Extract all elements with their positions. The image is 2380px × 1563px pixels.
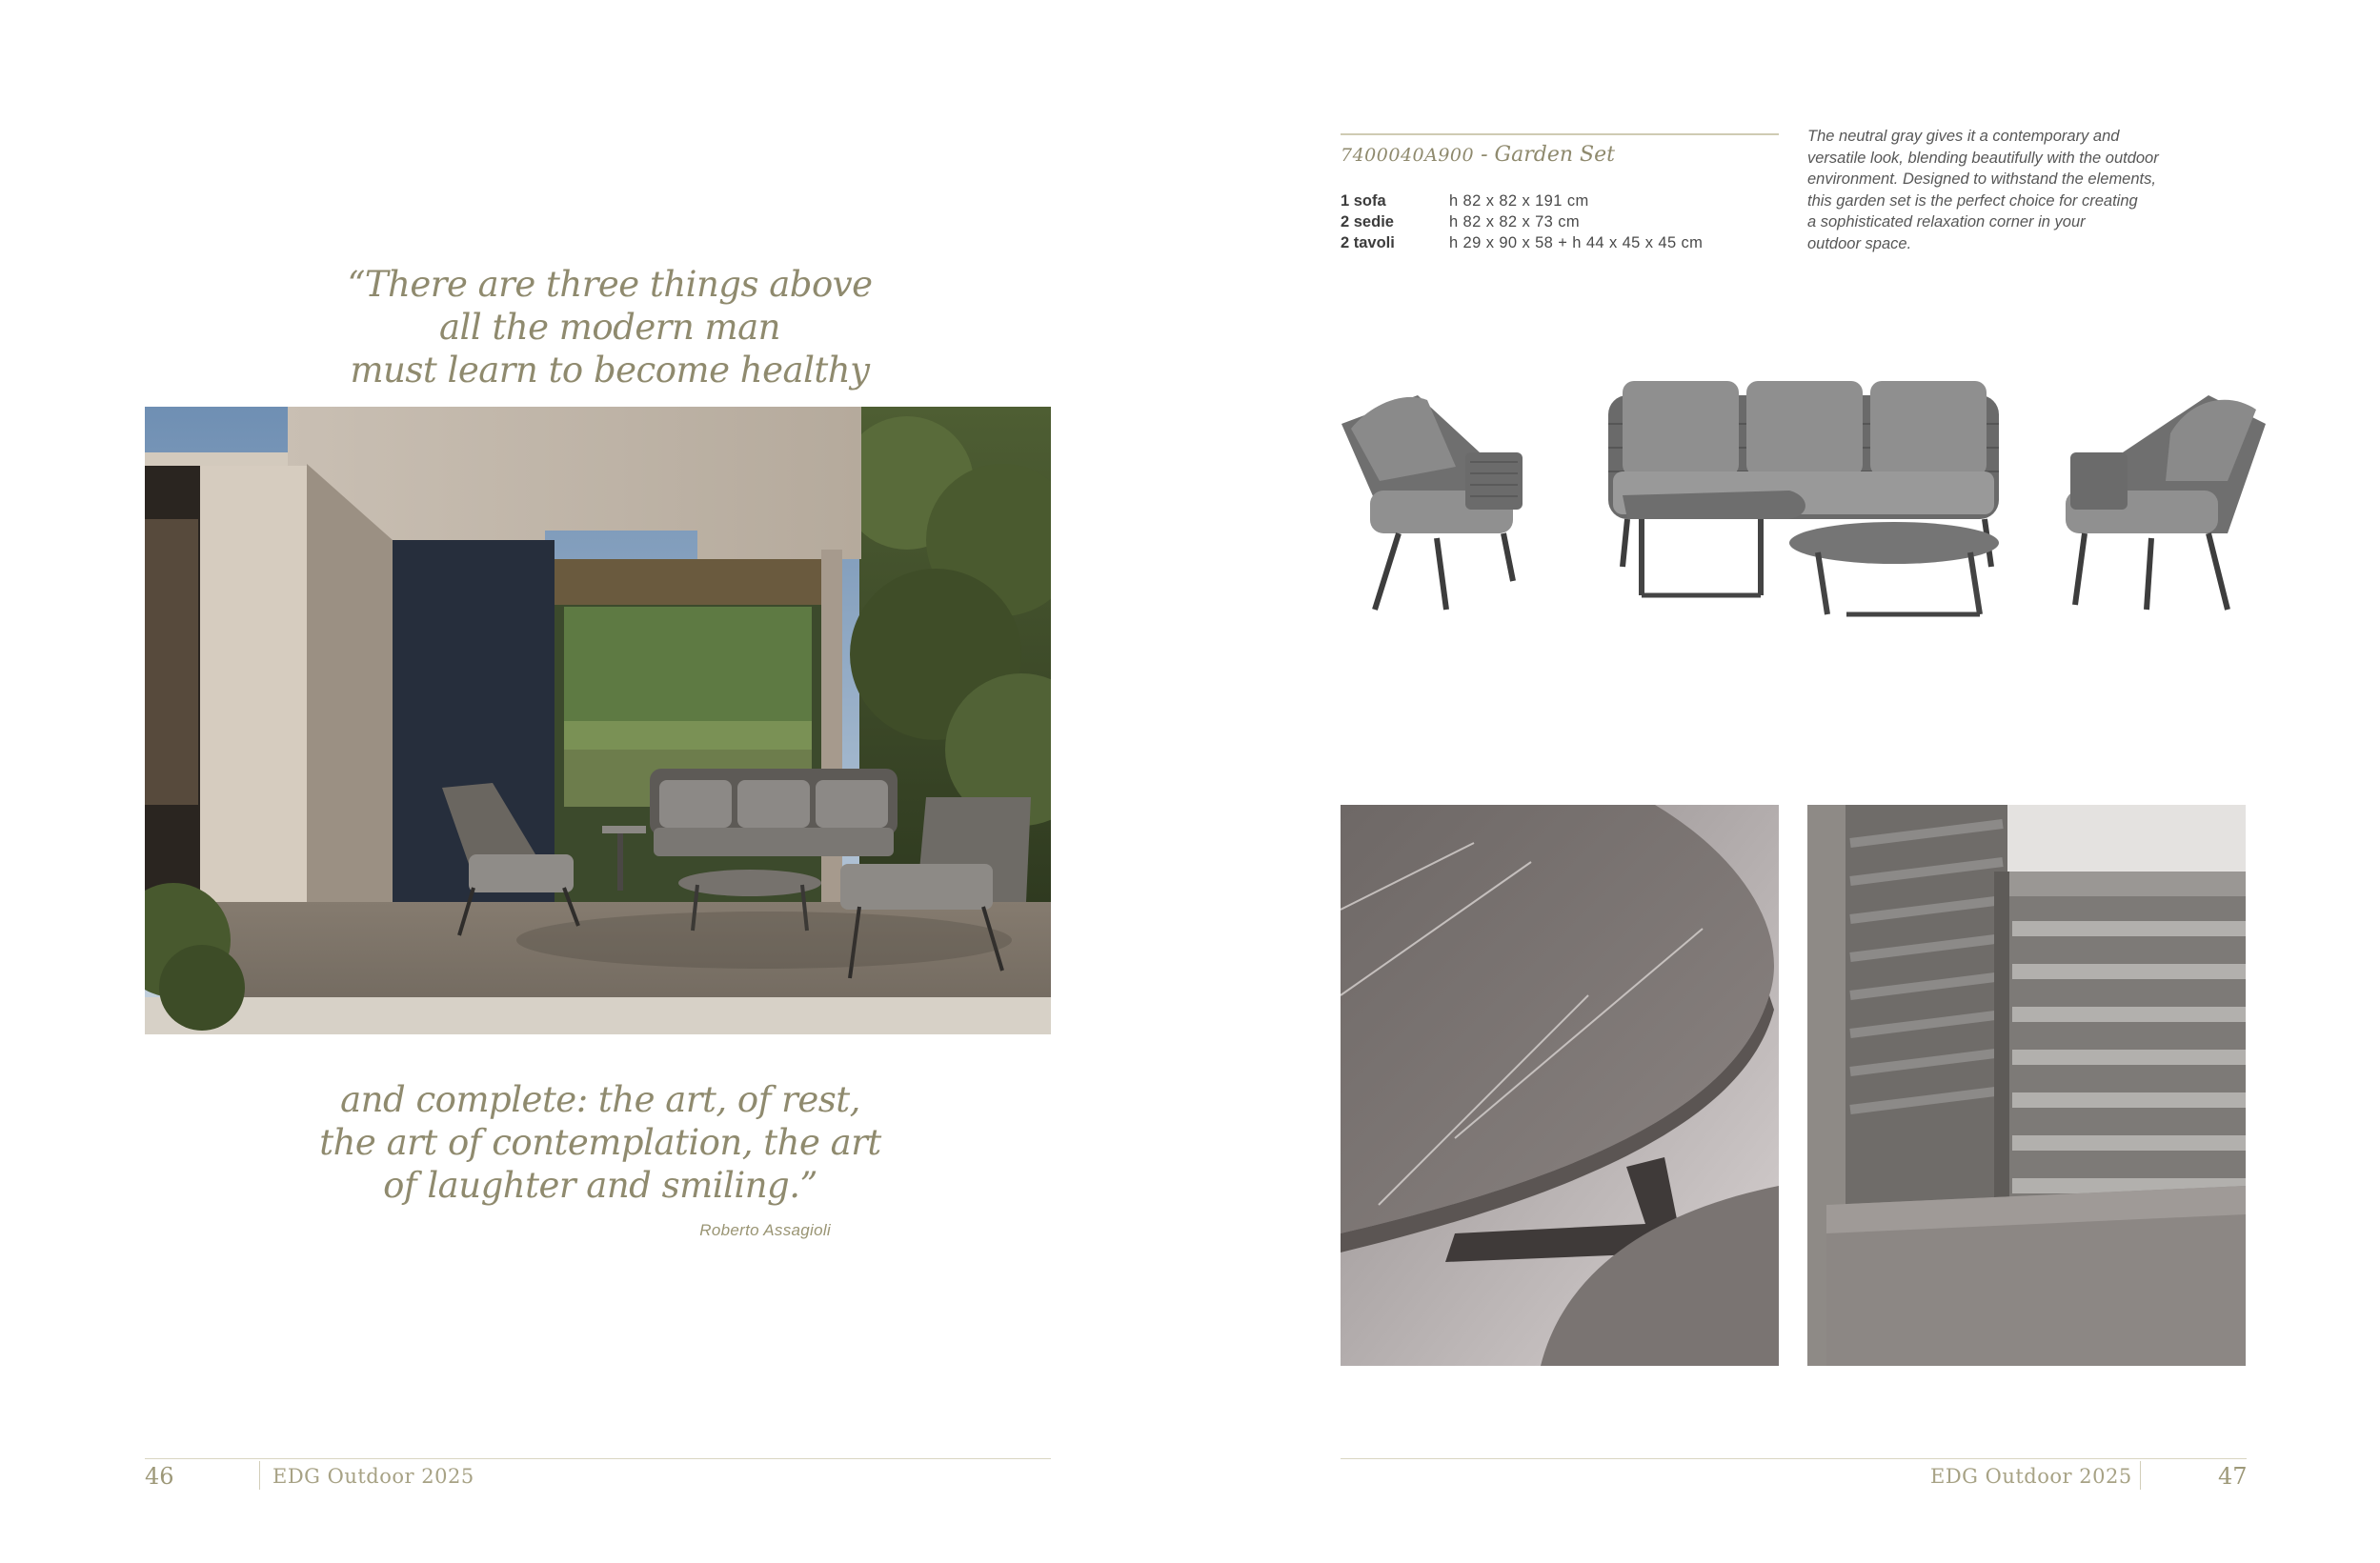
quote-closing (257, 1078, 943, 1207)
spec-dimensions: h 82 x 82 x 191 cm (1449, 192, 1589, 210)
spec-item: 2 sedie (1341, 213, 1394, 230)
title-separator: - (1474, 143, 1495, 167)
product-code: 7400040A900 (1341, 145, 1475, 166)
product-name: Garden Set (1494, 143, 1615, 167)
product-description (1807, 126, 2255, 254)
spec-item: 1 sofa (1341, 192, 1386, 210)
terrace-scene-photo (145, 407, 1051, 1034)
quote-line: the art of contemplation, the art (319, 1122, 881, 1163)
description-line: environment. Designed to withstand the elements, (1807, 170, 2156, 188)
spec-row (1341, 211, 1703, 232)
garden-set-product-photo (1313, 338, 2294, 633)
spec-item: 2 tavoli (1341, 234, 1395, 251)
footer-brand-right: EDG Outdoor 2025 (1930, 1465, 2132, 1488)
page-number-right: 47 (2218, 1463, 2248, 1490)
description-line: outdoor space. (1807, 234, 1912, 252)
product-title (1341, 143, 1615, 167)
description-line: The neutral gray gives it a contemporary and (1807, 128, 2120, 145)
spec-dimensions: h 82 x 82 x 73 cm (1449, 213, 1581, 230)
quote-author: Roberto Assagioli (699, 1221, 831, 1239)
footer-rule-left (145, 1458, 1051, 1459)
quote-opening (267, 263, 953, 391)
quote-line: “There are three things above (347, 264, 873, 305)
description-line: versatile look, blending beautifully with the outdoor (1807, 149, 2159, 167)
description-line: a sophisticated relaxation corner in your (1807, 213, 2086, 230)
footer-rule-right (1341, 1458, 2247, 1459)
footer-separator-right (2140, 1461, 2141, 1490)
header-rule (1341, 133, 1779, 135)
footer-brand-left: EDG Outdoor 2025 (272, 1465, 474, 1488)
quote-line: must learn to become healthy (350, 350, 870, 391)
spec-dimensions: h 29 x 90 x 58 + h 44 x 45 x 45 cm (1449, 234, 1704, 251)
spec-table (1341, 190, 1703, 253)
quote-line: all the modern man (438, 307, 781, 348)
footer-separator-left (259, 1461, 260, 1490)
spec-row (1341, 190, 1703, 211)
quote-line: of laughter and smiling.” (383, 1165, 817, 1206)
table-top-detail-photo (1341, 805, 1779, 1366)
quote-line: and complete: the art, of rest, (340, 1079, 860, 1120)
page-number-left: 46 (145, 1463, 174, 1490)
description-line: this garden set is the perfect choice for creating (1807, 191, 2138, 210)
spec-row (1341, 232, 1703, 253)
woven-chair-detail-photo (1807, 805, 2246, 1366)
